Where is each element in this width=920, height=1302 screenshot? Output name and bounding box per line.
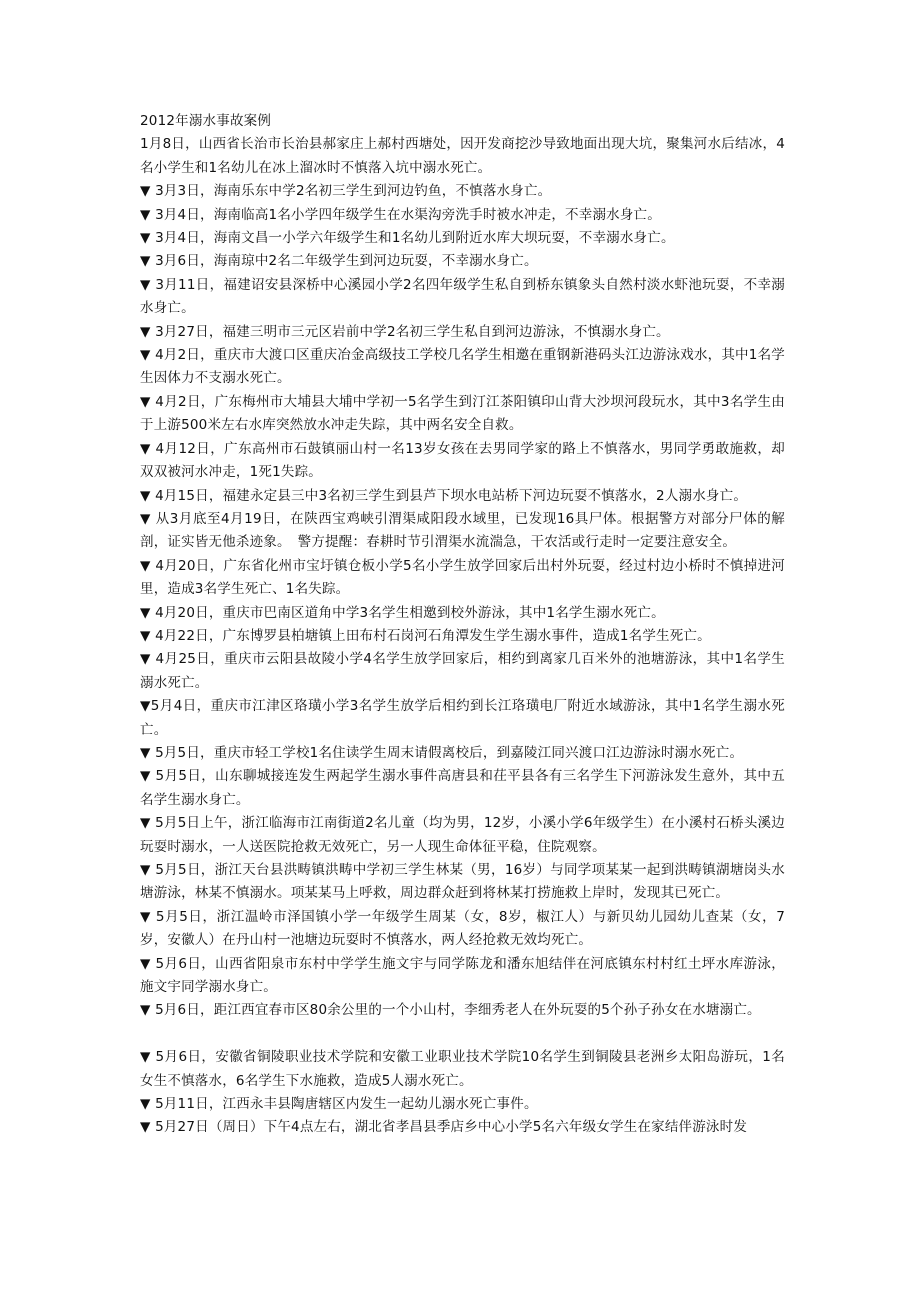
paragraph-20: ▼ 5月5日上午，浙江临海市江南街道2名儿童（均为男，12岁，小溪小学6年级学生）在小溪村石桥头溪边玩耍时溺水，一人送医院抢救无效死亡，另一人现生命体征平稳，住院观察。	[140, 815, 785, 855]
paragraph-01: 1月8日，山西省长治市长治县郝家庄上郝村西塘处，因开发商挖沙导致地面出现大坑，聚集河水后结冰，4名小学生和1名幼儿在冰上溜冰时不慎落入坑中溺水死亡。	[140, 136, 785, 176]
paragraph-05: ▼ 3月6日，海南琼中2名二年级学生到河边玩耍，不幸溺水身亡。	[140, 253, 538, 270]
paragraph-02: ▼ 3月3日，海南乐东中学2名初三学生到河边钓鱼，不慎落水身亡。	[140, 183, 552, 200]
paragraph-07: ▼ 3月27日，福建三明市三元区岩前中学2名初三学生私自到河边游泳，不慎溺水身亡。	[140, 323, 670, 340]
paragraph-13: ▼ 4月20日，广东省化州市宝圩镇仓板小学5名小学生放学回家后出村外玩耍，经过村边小桥时不慎掉进河里，造成3名学生死亡、1名失踪。	[140, 557, 785, 598]
paragraph-16: ▼ 4月25日，重庆市云阳县故陵小学4名学生放学回家后，相约到离家几百米外的池塘游泳，其中1名学生溺水死亡。	[140, 651, 785, 691]
paragraph-03: ▼ 3月4日，海南临高1名小学四年级学生在水渠沟旁洗手时被水冲走，不幸溺水身亡。	[140, 206, 661, 223]
document-title: 2012年溺水事故案例	[140, 113, 272, 129]
paragraph-14: ▼ 4月20日，重庆市巴南区道角中学3名学生相邀到校外游泳，其中1名学生溺水死亡。	[140, 604, 665, 621]
paragraph-19: ▼ 5月5日，山东聊城接连发生两起学生溺水事件高唐县和茌平县各有三名学生下河游泳发生意外，其中五名学生溺水身亡。	[140, 768, 785, 808]
paragraph-17: ▼5月4日，重庆市江津区珞璜小学3名学生放学后相约到长江珞璜电厂附近水域游泳，其中1名学生溺水死亡。	[140, 698, 785, 738]
paragraph-12: ▼ 从3月底至4月19日，在陕西宝鸡峡引渭渠咸阳段水域里，已发现16具尸体。根据警方对部分尸体的解剖，证实皆无他杀迹象。 警方提醒：春耕时节引渭渠水流湍急，干农活或行走时一定要注意安全。	[140, 510, 785, 551]
paragraph-24: ▼ 5月6日，距江西宜春市区80余公里的一个小山村，李细秀老人在外玩耍的5个孙子孙女在水塘溺亡。	[140, 1002, 761, 1019]
paragraph-10: ▼ 4月12日，广东高州市石鼓镇丽山村一名13岁女孩在去男同学家的路上不慎落水，男同学勇敢施救，却双双被河水冲走，1死1失踪。	[140, 440, 785, 481]
paragraph-22: ▼ 5月5日，浙江温岭市泽国镇小学一年级学生周某（女，8岁，椒江人）与新贝幼儿园幼儿查某（女，7岁，安徽人）在丹山村一池塘边玩耍时不慎落水，两人经抢救无效均死亡。	[140, 908, 785, 949]
paragraph-18: ▼ 5月5日，重庆市轻工学校1名住读学生周末请假离校后，到嘉陵江同兴渡口江边游泳时溺水死亡。	[140, 744, 744, 761]
paragraph-15: ▼ 4月22日，广东博罗县柏塘镇上田布村石岗河石角潭发生学生溺水事件，造成1名学生死亡。	[140, 627, 711, 644]
paragraph-23: ▼ 5月6日，山西省阳泉市东村中学学生施文宇与同学陈龙和潘东旭结伴在河底镇东村村红土坪水库游泳，施文宇同学溺水身亡。	[140, 955, 785, 996]
document-page	[140, 110, 785, 1140]
paragraph-21: ▼ 5月5日，浙江天台县洪畴镇洪畴中学初三学生林某（男，16岁）与同学项某某一起到洪畴镇湖塘岗头水塘游泳，林某不慎溺水。项某某马上呼救，周边群众赶到将林某打捞施救上岸时，发现其已死亡。	[140, 862, 785, 902]
paragraph-26: ▼ 5月11日，江西永丰县陶唐辖区内发生一起幼儿溺水死亡事件。	[140, 1096, 538, 1113]
paragraph-06: ▼ 3月11日，福建诏安县深桥中心溪园小学2名四年级学生私自到桥东镇象头自然村淡水虾池玩耍，不幸溺水身亡。	[140, 276, 785, 317]
paragraph-11: ▼ 4月15日，福建永定县三中3名初三学生到县芦下坝水电站桥下河边玩耍不慎落水，2人溺水身亡。	[140, 487, 748, 504]
paragraph-08: ▼ 4月2日，重庆市大渡口区重庆冶金高级技工学校几名学生相邀在重钢新港码头江边游泳戏水，其中1名学生因体力不支溺水死亡。	[140, 347, 785, 387]
paragraph-27: ▼ 5月27日（周日）下午4点左右，湖北省孝昌县季店乡中心小学5名六年级女学生在家结伴游泳时发	[140, 1119, 748, 1136]
paragraph-09: ▼ 4月2日，广东梅州市大埔县大埔中学初一5名学生到汀江茶阳镇印山背大沙坝河段玩水，其中3名学生由于上游500米左右水库突然放水冲走失踪，其中两名安全自救。	[140, 393, 785, 434]
paragraph-04: ▼ 3月4日，海南文昌一小学六年级学生和1名幼儿到附近水库大坝玩耍，不幸溺水身亡。	[140, 230, 675, 247]
paragraph-25: ▼ 5月6日，安徽省铜陵职业技术学院和安徽工业职业技术学院10名学生到铜陵县老洲乡太阳岛游玩，1名女生不慎落水，6名学生下水施救，造成5人溺水死亡。	[140, 1049, 785, 1089]
